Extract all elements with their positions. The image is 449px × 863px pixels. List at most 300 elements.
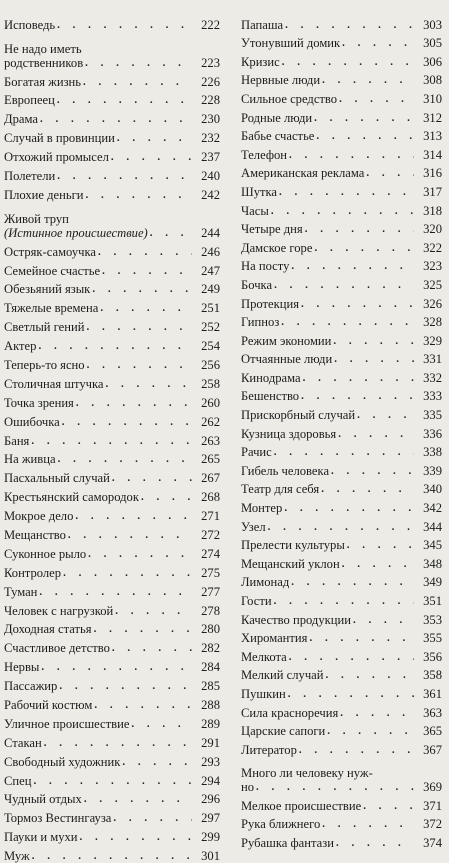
toc-entry-page-number: 333 [423, 389, 442, 404]
toc-entry [241, 311, 442, 330]
toc-entry-page-number: 263 [201, 433, 220, 448]
leader-dots [76, 396, 192, 410]
leader-dots [85, 56, 192, 70]
leader-dots [321, 482, 414, 496]
leader-dots [63, 566, 192, 580]
toc-entry-title: Теперь-то ясно [4, 357, 85, 372]
leader-dots [62, 415, 192, 429]
leader-dots [100, 301, 192, 315]
toc-entry [4, 769, 220, 788]
toc-entry-title: Случай в провинции [4, 131, 115, 146]
toc-entry-title: Нервные люди [241, 73, 321, 88]
toc-entry-page-number: 312 [423, 110, 442, 125]
toc-entry [241, 403, 442, 422]
leader-dots [106, 377, 192, 391]
toc-entry-page-number: 371 [423, 798, 442, 813]
toc-entry-page-number: 237 [201, 150, 220, 165]
toc-entry-page-number: 323 [423, 259, 442, 274]
toc-entry [4, 259, 220, 278]
toc-entry [4, 844, 220, 863]
toc-entry-page-number: 329 [423, 333, 442, 348]
toc-entry [4, 448, 220, 467]
toc-entry [241, 496, 442, 515]
toc-entry-title: Свободный художник [4, 754, 121, 769]
toc-right-column [241, 13, 442, 850]
toc-entry-title: Сила красноречия [241, 705, 339, 720]
toc-entry-title: Телефон [241, 147, 288, 162]
leader-dots [363, 799, 414, 813]
leader-dots [57, 18, 192, 32]
toc-entry-title: Ошибочка [4, 414, 60, 429]
leader-dots [102, 264, 192, 278]
toc-entry-page-number: 267 [201, 471, 220, 486]
toc-entry [241, 627, 442, 646]
toc-entry-page-number: 310 [423, 91, 442, 106]
leader-dots [41, 660, 192, 674]
leader-dots [274, 445, 414, 459]
leader-dots [59, 679, 192, 693]
toc-entry-title: Американская реклама [241, 166, 365, 181]
toc-entry-page-number: 369 [423, 779, 442, 794]
toc-entry [241, 218, 442, 237]
toc-entry-page-number: 246 [201, 244, 220, 259]
toc-entry-page-number: 303 [423, 17, 442, 32]
toc-entry-page-number: 228 [201, 93, 220, 108]
leader-dots [141, 490, 192, 504]
toc-entry [241, 441, 442, 460]
leader-dots [111, 150, 192, 164]
toc-entry-page-number: 338 [423, 445, 442, 460]
leader-dots [347, 538, 414, 552]
toc-entry-title: Рачис [241, 445, 272, 460]
toc-entry [4, 788, 220, 807]
toc-entry [241, 831, 442, 850]
toc-entry-title: Доходная статья [4, 622, 92, 637]
toc-entry-page-number: 244 [201, 225, 220, 240]
toc-entry [4, 561, 220, 580]
toc-entry-title: Качество продукции [241, 612, 351, 627]
toc-entry-title: Обезьяний язык [4, 282, 91, 297]
toc-entry-title: Богатая жизнь [4, 74, 82, 89]
leader-dots [87, 358, 192, 372]
leader-dots [327, 724, 414, 738]
toc-entry [241, 348, 442, 367]
toc-entry [241, 589, 442, 608]
toc-entry-page-number: 232 [201, 131, 220, 146]
toc-entry-title: Кинодрама [241, 370, 301, 385]
toc-entry-title: Стакан [4, 735, 42, 750]
toc-entry-page-number: 294 [201, 773, 220, 788]
toc-entry-page-number: 305 [423, 36, 442, 51]
toc-entry-title: Туман [4, 584, 38, 599]
leader-dots [281, 315, 414, 329]
toc-entry-page-number: 353 [423, 612, 442, 627]
toc-entry-title: Протекция [241, 296, 300, 311]
toc-entry-title: Драма [4, 112, 38, 127]
toc-entry [241, 664, 442, 683]
toc-entry-page-number: 316 [423, 166, 442, 181]
toc-entry-page-number: 345 [423, 538, 442, 553]
toc-entry [241, 162, 442, 181]
toc-entry-title: Пасхальный случай [4, 471, 110, 486]
toc-entry-page-number: 372 [423, 817, 442, 832]
toc-entry-page-number: 331 [423, 352, 442, 367]
leader-dots [112, 471, 192, 485]
toc-entry-page-number: 351 [423, 594, 442, 608]
toc-entry-page-number: 344 [423, 519, 442, 534]
toc-entry [4, 485, 220, 504]
toc-entry-page-number: 308 [423, 73, 442, 88]
toc-entry-page-number: 268 [201, 490, 220, 505]
leader-dots [288, 687, 414, 701]
leader-dots [316, 129, 414, 143]
toc-entry [4, 202, 220, 240]
toc-entry [4, 618, 220, 637]
toc-entry [4, 580, 220, 599]
leader-dots [38, 339, 192, 353]
leader-dots [274, 278, 414, 292]
toc-entry-title: Уличное происшествие [4, 716, 130, 731]
toc-entry-title: На посту [241, 259, 290, 274]
toc-entry [4, 731, 220, 750]
toc-entry-page-number: 223 [201, 55, 220, 70]
leader-dots [87, 320, 193, 334]
leader-dots [285, 18, 414, 32]
toc-entry-title: Родные люди [241, 110, 313, 125]
toc-entry [241, 515, 442, 534]
leader-dots [314, 241, 414, 255]
leader-dots [131, 717, 192, 731]
toc-entry [241, 682, 442, 701]
toc-entry-title: Исповедь [4, 17, 56, 32]
leader-dots [291, 259, 414, 273]
toc-entry-page-number: 320 [423, 222, 442, 237]
toc-entry-page-number: 291 [201, 735, 220, 750]
leader-dots [336, 836, 414, 850]
toc-entry-title: Живой труп [4, 211, 69, 226]
toc-entry [4, 107, 220, 126]
toc-entry-page-number: 363 [423, 705, 442, 720]
toc-entry-page-number: 293 [201, 754, 220, 769]
toc-entry-page-number: 251 [201, 301, 220, 316]
toc-entry-title: Часы [241, 203, 269, 218]
toc-entry [4, 240, 220, 259]
leader-dots [299, 743, 414, 757]
toc-entry-title: Европеец [4, 93, 55, 108]
toc-entry-page-number: 282 [201, 641, 220, 656]
toc-entry-title: Театр для себя [241, 482, 320, 497]
leader-dots [366, 166, 414, 180]
toc-entry-title-continued: (Истинное происшествие) [4, 225, 148, 240]
leader-dots [333, 334, 414, 348]
toc-entry [4, 164, 220, 183]
toc-entry-title: Мелкое происшествие [241, 798, 362, 813]
leader-dots [44, 736, 192, 750]
toc-entry-page-number: 318 [423, 203, 442, 218]
toc-entry-page-number: 365 [423, 724, 442, 739]
toc-entry-page-number: 285 [201, 679, 220, 694]
leader-dots [326, 668, 415, 682]
toc-entry-page-number: 322 [423, 240, 442, 255]
leader-dots [94, 698, 192, 712]
toc-entry [4, 126, 220, 145]
toc-entry-title: Бешенство [241, 389, 300, 404]
toc-entry-page-number: 260 [201, 395, 220, 410]
toc-entry-page-number: 301 [201, 849, 220, 863]
toc-entry-title: Не надо иметь [4, 41, 82, 56]
toc-entry-title: Суконное рыло [4, 546, 87, 561]
toc-entry-page-number: 355 [423, 631, 442, 646]
toc-entry [241, 13, 442, 32]
toc-entry [4, 70, 220, 89]
leader-dots [340, 706, 414, 720]
toc-entry-page-number: 326 [423, 296, 442, 311]
leader-dots [68, 528, 192, 542]
toc-entry [4, 372, 220, 391]
toc-entry-title: Прелести культуры [241, 538, 345, 553]
leader-dots [92, 282, 192, 296]
leader-dots [57, 169, 192, 183]
toc-entry [241, 366, 442, 385]
toc-entry [241, 794, 442, 813]
toc-entry-page-number: 274 [201, 546, 220, 561]
toc-entry-page-number: 240 [201, 169, 220, 184]
leader-dots [39, 585, 192, 599]
toc-entry [4, 334, 220, 353]
toc-entry [4, 278, 220, 297]
leader-dots [291, 575, 414, 589]
toc-entry [241, 571, 442, 590]
toc-entry [241, 608, 442, 627]
toc-entry-page-number: 272 [201, 527, 220, 542]
toc-entry-title: Гибель человека [241, 463, 330, 478]
toc-entry-title: Рубашка фантази [241, 835, 334, 850]
toc-entry-page-number: 325 [423, 277, 442, 292]
toc-entry-page-number: 230 [201, 112, 220, 127]
toc-entry-page-number: 277 [201, 584, 220, 599]
toc-entry-title: Гипноз [241, 315, 280, 330]
leader-dots [305, 222, 414, 236]
leader-dots [86, 188, 192, 202]
toc-entry-title: Много ли человеку нуж- [241, 765, 373, 780]
toc-entry-title: Монтер [241, 501, 283, 516]
toc-left-column [4, 13, 220, 863]
toc-entry-title: Рука ближнего [241, 817, 321, 832]
toc-entry-page-number: 306 [423, 54, 442, 69]
toc-entry-page-number: 342 [423, 501, 442, 516]
toc-entry-page-number: 284 [201, 660, 220, 675]
leader-dots [289, 650, 414, 664]
toc-entry [241, 199, 442, 218]
leader-dots [268, 520, 414, 534]
toc-entry-title: Хиромантия [241, 631, 308, 646]
toc-entry-title: Рабочий костюм [4, 697, 93, 712]
toc-entry-page-number: 271 [201, 509, 220, 524]
toc-entry-page-number: 222 [201, 17, 220, 32]
toc-entry-page-number: 297 [201, 811, 220, 826]
toc-entry [241, 645, 442, 664]
toc-entry [4, 825, 220, 844]
leader-dots [115, 604, 192, 618]
toc-entry [4, 806, 220, 825]
toc-entry [241, 534, 442, 553]
toc-entry [4, 750, 220, 769]
toc-entry-page-number: 367 [423, 742, 442, 757]
leader-dots [334, 352, 414, 366]
toc-entry-title: Пассажир [4, 679, 58, 694]
toc-entry [4, 712, 220, 731]
leader-dots [342, 557, 414, 571]
toc-entry-title: Мокрое дело [4, 509, 74, 524]
toc-entry-page-number: 374 [423, 835, 442, 850]
toc-entry [241, 255, 442, 274]
toc-entry-page-number: 280 [201, 622, 220, 637]
toc-entry-title: Светлый гений [4, 320, 85, 335]
toc-entry-title: Мелкота [241, 649, 287, 664]
toc-entry [241, 69, 442, 88]
toc-entry-page-number: 332 [423, 370, 442, 385]
toc-entry-title: Папаша [241, 17, 284, 32]
leader-dots [113, 811, 192, 825]
toc-entry-page-number: 252 [201, 320, 220, 335]
toc-entry-title: Гости [241, 594, 272, 608]
toc-entry-page-number: 356 [423, 649, 442, 664]
leader-dots [112, 641, 192, 655]
toc-entry [241, 273, 442, 292]
toc-entry [241, 329, 442, 348]
toc-entry-title-continued: родственников [4, 55, 84, 70]
leader-dots [274, 594, 414, 608]
toc-entry-title: Баня [4, 433, 30, 448]
toc-entry-page-number: 328 [423, 315, 442, 330]
toc-entry [4, 693, 220, 712]
leader-dots [31, 434, 192, 448]
toc-entry-title: Крестьянский самородок [4, 490, 139, 505]
toc-entry-page-number: 247 [201, 263, 220, 278]
leader-dots [339, 92, 414, 106]
toc-entry-page-number: 249 [201, 282, 220, 297]
toc-entry-title: Плохие деньги [4, 187, 84, 202]
toc-entry-title: Царские сапоги [241, 724, 326, 739]
toc-entry-title: Лимонад [241, 575, 290, 590]
toc-entry-title: Тормоз Вестингауза [4, 811, 112, 826]
leader-dots [301, 297, 414, 311]
leader-dots [322, 73, 414, 87]
toc-entry-page-number: 313 [423, 129, 442, 144]
leader-dots [33, 774, 192, 788]
toc-entry-page-number: 289 [201, 716, 220, 731]
toc-entry [4, 674, 220, 693]
toc-entry-title: Прискорбный случай [241, 408, 356, 423]
toc-entry [4, 429, 220, 448]
toc-entry [241, 459, 442, 478]
toc-entry-title: Утонувший домик [241, 36, 341, 51]
toc-entry [4, 523, 220, 542]
toc-entry-page-number: 265 [201, 452, 220, 467]
toc-entry-page-number: 254 [201, 339, 220, 354]
toc-entry [4, 353, 220, 372]
leader-dots [122, 755, 192, 769]
toc-entry [241, 50, 442, 69]
toc-entry [4, 183, 220, 202]
toc-entry-page-number: 336 [423, 426, 442, 441]
toc-entry-title: Отхожий промысел [4, 150, 109, 165]
leader-dots [331, 464, 414, 478]
toc-entry-title: Семейное счастье [4, 263, 101, 278]
leader-dots [88, 547, 192, 561]
leader-dots [301, 389, 414, 403]
toc-entry [241, 720, 442, 739]
toc-entry-title: Четыре дня [241, 222, 303, 237]
toc-entry-title: Полетели [4, 169, 56, 184]
leader-dots [342, 36, 414, 50]
toc-entry-page-number: 296 [201, 792, 220, 807]
toc-entry [4, 315, 220, 334]
toc-entry-title: Мелкий случай [241, 668, 324, 683]
toc-entry-title: Актер [4, 339, 37, 354]
toc-entry [241, 180, 442, 199]
toc-entry [241, 292, 442, 311]
toc-entry [241, 422, 442, 441]
leader-dots [353, 613, 414, 627]
toc-entry [241, 125, 442, 144]
toc-entry-page-number: 317 [423, 184, 442, 199]
toc-entry-title: Литератор [241, 742, 297, 757]
toc-entry [241, 87, 442, 106]
toc-entry [4, 32, 220, 70]
toc-entry-page-number: 288 [201, 697, 220, 712]
leader-dots [83, 75, 192, 89]
toc-entry-title: Точка зрения [4, 395, 74, 410]
toc-entry-title: Отчаянные люди [241, 352, 333, 367]
toc-entry-title: Столичная штучка [4, 376, 104, 391]
toc-entry [4, 466, 220, 485]
leader-dots [150, 226, 192, 240]
toc-entry-title: Спец [4, 773, 32, 788]
toc-entry-title: Кризис [241, 54, 280, 69]
toc-entry-title: Пауки и мухи [4, 830, 78, 845]
toc-entry-page-number: 262 [201, 414, 220, 429]
toc-entry-title: Чудный отдых [4, 792, 82, 807]
toc-entry-page-number: 226 [201, 74, 220, 89]
toc-entry-title: Мещанский уклон [241, 556, 340, 571]
leader-dots [84, 792, 192, 806]
leader-dots [303, 371, 414, 385]
toc-entry-title: Муж [4, 849, 30, 863]
leader-dots [322, 817, 414, 831]
toc-entry-title: Узел [241, 519, 266, 534]
toc-entry [4, 504, 220, 523]
toc-entry [4, 89, 220, 108]
leader-dots [282, 55, 414, 69]
toc-entry-title: Счастливое детство [4, 641, 110, 656]
toc-entry-title: Режим экономии [241, 333, 332, 348]
leader-dots [57, 93, 192, 107]
toc-entry [241, 478, 442, 497]
leader-dots [98, 245, 192, 259]
toc-entry-title: Человек с нагрузкой [4, 603, 114, 618]
toc-entry-page-number: 299 [201, 830, 220, 845]
toc-entry-title: На живца [4, 452, 56, 467]
leader-dots [94, 622, 192, 636]
toc-entry [4, 13, 220, 32]
toc-entry [241, 552, 442, 571]
toc-entry-title: Нервы [4, 660, 40, 675]
toc-entry-page-number: 361 [423, 686, 442, 701]
toc-entry-title: Мещанство [4, 527, 66, 542]
leader-dots [271, 204, 414, 218]
toc-entry-title: Бочка [241, 277, 273, 292]
